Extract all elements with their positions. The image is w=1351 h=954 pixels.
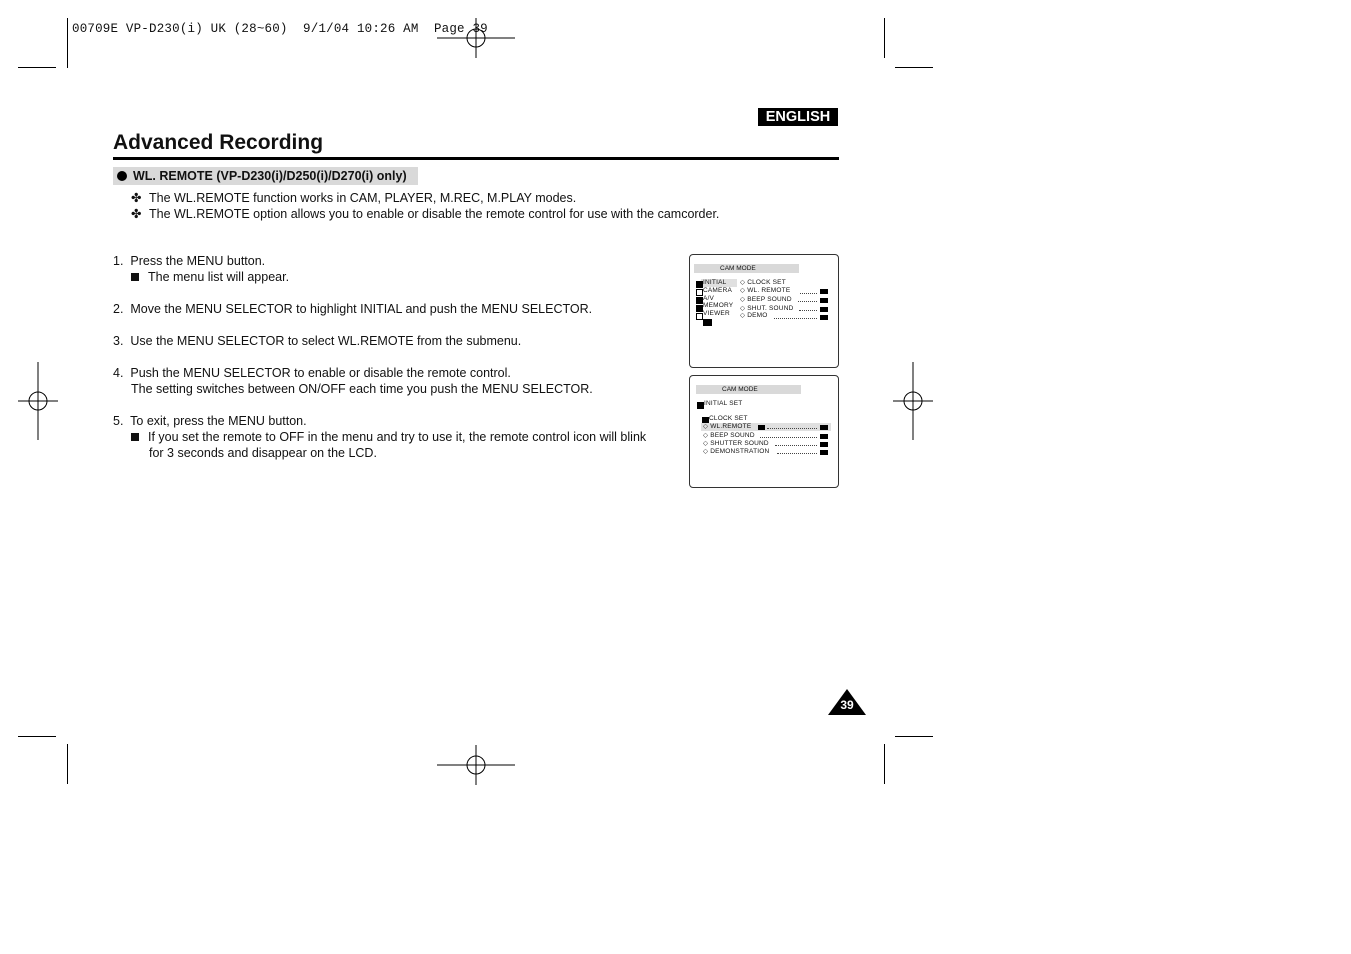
lcd-value-box	[820, 425, 828, 430]
lcd-value-box	[820, 289, 828, 294]
lcd-header: CAM MODE	[694, 264, 799, 273]
lcd-leader-dots	[798, 301, 817, 302]
language-badge: ENGLISH	[758, 108, 838, 126]
lcd-submenu-item: ◇ SHUTTER SOUND	[703, 440, 769, 447]
cross-bullet-icon: ✤	[131, 207, 142, 221]
lcd-submenu-item: ◇ BEEP SOUND	[740, 296, 792, 303]
registration-mark-right	[893, 362, 933, 440]
step-1-sub-text: The menu list will appear.	[148, 270, 290, 284]
lcd-submenu-item: ◇ WL. REMOTE	[740, 287, 791, 294]
crop-mark	[18, 736, 56, 737]
lcd-submenu-item: ◇ DEMONSTRATION	[703, 448, 770, 455]
lcd-value-box	[820, 450, 828, 455]
lcd-leader-dots	[760, 437, 817, 438]
square-bullet-icon	[131, 433, 139, 441]
note-text: The WL.REMOTE function works in CAM, PLAYER, M.REC, M.PLAY modes.	[149, 191, 577, 205]
registration-mark-top	[437, 18, 515, 58]
memory-icon	[696, 305, 703, 312]
note-text: The WL.REMOTE option allows you to enable or disable the remote control for use with the camcorder.	[149, 207, 720, 221]
crop-mark	[884, 744, 885, 784]
initial-icon	[696, 281, 703, 288]
av-icon	[696, 297, 703, 304]
print-slug: 00709E VP-D230(i) UK (28~60) 9/1/04 10:26 AM Page 39	[72, 22, 488, 36]
step-4-cont: The setting switches between ON/OFF each time you push the MENU SELECTOR.	[131, 382, 593, 396]
lcd-submenu-item: ◇ CLOCK SET	[740, 279, 786, 286]
page-number: 39	[840, 698, 854, 712]
lcd-menu-screen-1	[689, 254, 839, 368]
lcd-menu-item: MEMORY	[703, 302, 734, 309]
step-5: 5. To exit, press the MENU button.	[113, 414, 307, 428]
crop-mark	[895, 736, 933, 737]
title-rule	[113, 157, 839, 160]
lcd-submenu-title: INITIAL SET	[704, 400, 743, 407]
camera-icon	[696, 289, 703, 296]
return-icon	[703, 319, 712, 326]
square-bullet-icon	[131, 273, 139, 281]
page-title: Advanced Recording	[113, 131, 324, 154]
lcd-leader-dots	[800, 293, 817, 294]
lcd-menu-item: CAMERA	[703, 287, 733, 294]
viewer-icon	[696, 313, 703, 320]
section-heading	[113, 167, 418, 185]
crop-mark	[67, 18, 68, 68]
section-heading-text: WL. REMOTE (VP-D230(i)/D250(i)/D270(i) only)	[133, 169, 407, 183]
lcd-value-box	[820, 442, 828, 447]
lcd-menu-screen-2	[689, 375, 839, 488]
crop-mark	[895, 67, 933, 68]
lcd-menu-item: A/V	[703, 295, 715, 302]
step-1: 1. Press the MENU button.	[113, 254, 266, 268]
lcd-leader-dots	[775, 445, 817, 446]
initial-set-icon	[697, 402, 704, 409]
note-item	[131, 190, 576, 205]
note-item	[131, 206, 719, 221]
bullet-icon	[117, 171, 127, 181]
lcd-value-box	[820, 434, 828, 439]
page-number-badge	[828, 689, 866, 715]
step-2: 2. Move the MENU SELECTOR to highlight INITIAL and push the MENU SELECTOR.	[113, 302, 593, 316]
lcd-submenu-item: ◇ BEEP SOUND	[703, 432, 755, 439]
lcd-leader-dots	[777, 453, 817, 454]
step-1-sub	[131, 269, 289, 285]
step-3: 3. Use the MENU SELECTOR to select WL.REMOTE from the submenu.	[113, 334, 522, 348]
remote-icon	[758, 425, 765, 430]
lcd-leader-dots	[767, 428, 817, 429]
lcd-leader-dots	[799, 310, 817, 311]
step-4: 4. Push the MENU SELECTOR to enable or disable the remote control.	[113, 366, 511, 380]
cross-bullet-icon: ✤	[131, 191, 142, 205]
lcd-leader-dots	[774, 318, 817, 319]
lcd-value-box	[820, 315, 828, 320]
step-5-sub-cont: for 3 seconds and disappear on the LCD.	[149, 446, 377, 460]
lcd-menu-item: INITIAL	[703, 279, 727, 286]
lcd-header: CAM MODE	[696, 385, 801, 394]
lcd-submenu-item: ◇ WL.REMOTE	[703, 423, 752, 430]
crop-mark	[67, 744, 68, 784]
lcd-menu-item: VIEWER	[703, 310, 730, 317]
registration-mark-bottom	[437, 745, 515, 785]
lcd-value-box	[820, 307, 828, 312]
crop-mark	[884, 18, 885, 58]
step-5-sub	[131, 429, 646, 445]
registration-mark-left	[18, 362, 58, 440]
lcd-submenu-item: CLOCK SET	[709, 415, 748, 422]
lcd-submenu-item: ◇ SHUT. SOUND	[740, 305, 794, 312]
step-5-sub-text: If you set the remote to OFF in the menu and try to use it, the remote control icon will blink	[148, 430, 647, 444]
lcd-submenu-item: ◇ DEMO	[740, 312, 768, 319]
crop-mark	[18, 67, 56, 68]
lcd-value-box	[820, 298, 828, 303]
